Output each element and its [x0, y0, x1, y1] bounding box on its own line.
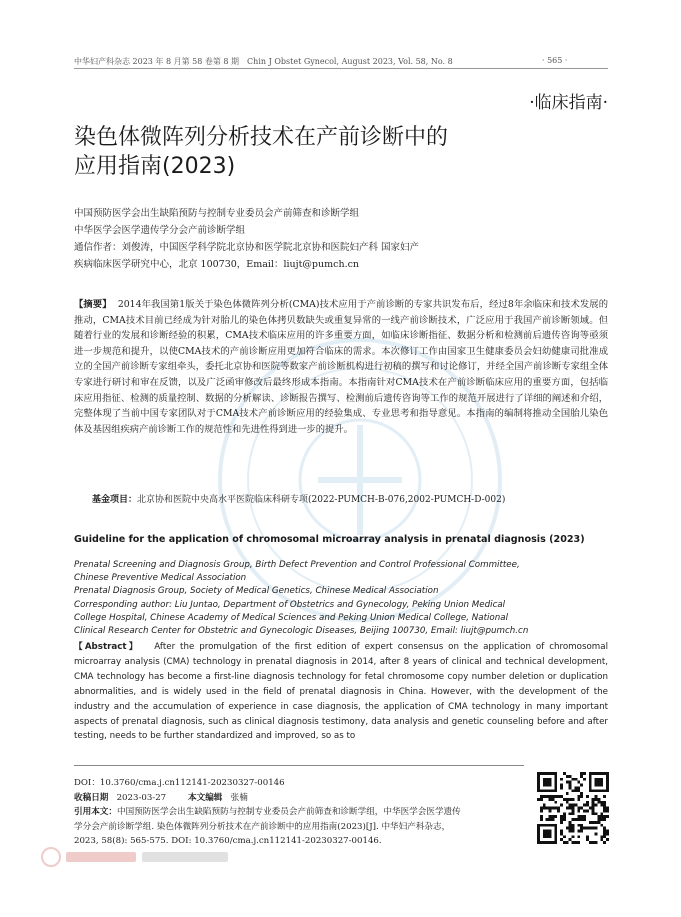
- author-line: Prenatal Screening and Diagnosis Group, Birth Defect Prevention and Control Professional Committee,: [74, 560, 520, 570]
- received-label: 收稿日期: [74, 792, 109, 803]
- abstract-text: After the promulgation of the first edition of expert consensus on the application of chromosomal microarray analysis (CMA) technology in prenatal diagnosis in 2014, after 8 years of clinical and technical development, CMA technology has become a first-line diagnosis technology for fetal chromosome copy number deletion or duplication abnormalities, and is widely used in the field of prenatal diagnosis in China. However, with the development of the industry and the accumulation of experience in case diagnosis, the application of CMA technology in many important aspects of prenatal diagnosis, such as clinical diagnosis testimony, data analysis and genetic counseling before and after testing, needs to be further standardized and improved, so as to: [74, 642, 608, 742]
- funding-label: 基金项目：: [92, 495, 138, 505]
- section-tag: ·临床指南·: [529, 93, 608, 113]
- authors-en: [74, 559, 614, 638]
- cite-label: 引用本文：: [74, 807, 117, 817]
- abstract-label: 【Abstract】: [74, 642, 140, 652]
- author-line: 疾病临床医学研究中心，北京 100730，Email：liujt@pumch.cn: [74, 259, 360, 270]
- received-editor: [74, 791, 524, 806]
- author-line: 中国预防医学会出生缺陷预防与控制专业委员会产前筛查和诊断学组: [74, 208, 360, 219]
- author-line: Clinical Research Center for Obstetric and Gynecologic Diseases, Beijing 100730, Email: liujt@pumch.cn: [74, 626, 529, 637]
- abstract-en: [74, 640, 608, 744]
- qr-code-icon[interactable]: [537, 772, 609, 844]
- abstract-zh: [74, 297, 608, 437]
- header-divider: [74, 68, 608, 69]
- author-line: Corresponding author: Liu Juntao, Department of Obstetrics and Gynecology, Peking Union Medical: [74, 599, 506, 610]
- title-line: 染色体微阵列分析技术在产前诊断中的: [74, 125, 449, 150]
- author-line: Prenatal Diagnosis Group, Society of Medical Genetics, Chinese Medical Association: [74, 586, 439, 597]
- funding-text: 北京协和医院中央高水平医院临床科研专项(2022-PUMCH-B-076,2002-PUMCH-D-002): [137, 495, 506, 505]
- citation-line: [74, 805, 524, 820]
- editor-name: 张楠: [230, 792, 248, 803]
- doi: DOI：10.3760/cma.j.cn112141-20230327-00146: [74, 778, 285, 788]
- author-line: 中华医学会医学遗传学分会产前诊断学组: [74, 225, 246, 236]
- page-number: · 565 ·: [542, 56, 568, 65]
- citation-line: 学分会产前诊断学组. 染色体微阵列分析技术在产前诊断中的应用指南(2023)[J]. 中华妇产科杂志，: [74, 821, 451, 832]
- received-date: 2023-03-27: [116, 792, 167, 803]
- article-title-en: Guideline for the application of chromosomal microarray analysis in prenatal diagnosis (2023): [74, 534, 585, 545]
- funding: [92, 492, 612, 505]
- author-line: College Hospital, Chinese Academy of Medical Sciences and Peking Union Medical College, National: [74, 612, 508, 623]
- article-title-zh: [74, 123, 574, 181]
- cite-text: 中国预防医学会出生缺陷预防与控制专业委员会产前筛查和诊断学组，中华医学会医学遗传: [116, 807, 461, 817]
- article-footer: [74, 776, 524, 849]
- journal-logo-icon: [40, 846, 240, 868]
- title-line: 应用指南(2023): [74, 154, 236, 179]
- abstract-label: 【摘要】: [74, 299, 112, 310]
- abstract-text: 2014年我国第1版关于染色体微阵列分析(CMA)技术应用于产前诊断的专家共识发布后，经过8年余临床和技术发展的推动，CMA技术目前已经成为针对胎儿的染色体拷贝数缺失或重复异常的一线产前诊断技术，广泛应用于我国产前诊断领域。但随着行业的发展和诊断经验的积累，CMA技术临床应用的许多重要方面，如临床诊断指征、数据分析和检测前后遗传咨询等亟须进一步规范和提升，以使CMA技术的产前诊断应用更加符合临床的需求。本次修订工作由国家卫生健康委员会妇幼健康司批准成立的全国产前诊断专家组牵头，委托北京协和医院等数家产前诊断机构进行初稿的撰写和讨论修订，并经全国产前诊断专家组全体专家进行研讨和审在反馈，以及广泛函审修改后最终形成本指南。本指南针对CMA技术在产前诊断临床应用的重要方面，包括临床应用指征、检测的质量控制、数据的分析解读、诊断报告撰写、检测前后遗传咨询等工作的规范开展进行了详细的阐述和介绍，完整体现了当前中国专家团队对于CMA技术产前诊断应用的经验集成、专业思考和指导意见。本指南的编制将推动全国胎儿染色体及基因组疾病产前诊断工作的规范性和先进性得到进一步的提升。: [74, 299, 608, 435]
- footer-divider: [74, 765, 524, 766]
- running-header: 中华妇产科杂志 2023 年 8 月第 58 卷第 8 期 Chin J Obstet Gynecol, August 2023, Vol. 58, No. 8: [74, 57, 453, 66]
- citation-line: 2023, 58(8): 565-575. DOI: 10.3760/cma.j.cn112141-20230327-00146.: [74, 836, 382, 846]
- author-line: 通信作者：刘俊涛，中国医学科学院北京协和医学院北京协和医院妇产科 国家妇产: [74, 242, 420, 253]
- authors-zh: [74, 205, 614, 273]
- author-line: Chinese Preventive Medical Association: [74, 573, 247, 584]
- editor-label: 本文编辑: [188, 792, 223, 803]
